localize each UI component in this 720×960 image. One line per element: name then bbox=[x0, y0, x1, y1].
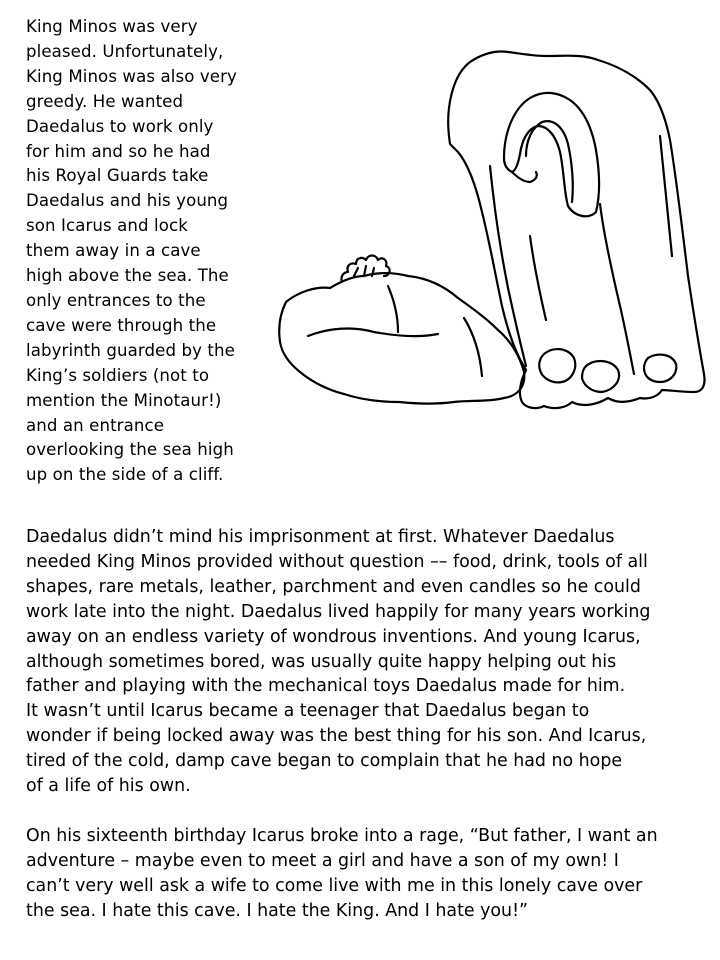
intro-line: for him and so he had bbox=[26, 141, 211, 161]
intro-line: cave were through the bbox=[26, 315, 217, 335]
body-line: tired of the cold, damp cave began to complain that he had no hope bbox=[26, 751, 623, 772]
rock-crease bbox=[388, 286, 398, 332]
imprisonment-paragraph bbox=[26, 525, 716, 799]
intro-line: Daedalus and his young bbox=[26, 191, 229, 211]
body-line: Daedalus didn’t mind his imprisonment at first. Whatever Daedalus bbox=[26, 527, 615, 547]
base-stone bbox=[644, 355, 676, 382]
cliff-cave-icon bbox=[268, 36, 718, 426]
intro-line: Daedalus to work only bbox=[26, 116, 214, 136]
base-stone bbox=[539, 349, 575, 382]
intro-line: overlooking the sea high bbox=[26, 440, 234, 460]
intro-line: and an entrance bbox=[26, 415, 165, 435]
cave-arch bbox=[504, 93, 599, 216]
intro-line: King Minos was also very bbox=[26, 66, 237, 86]
foreground-rock bbox=[279, 273, 524, 404]
intro-line: his Royal Guards take bbox=[26, 166, 209, 186]
intro-line: greedy. He wanted bbox=[26, 91, 184, 111]
closing-line: can’t very well ask a wife to come live with me in this lonely cave over bbox=[26, 875, 643, 896]
crevice bbox=[490, 166, 526, 366]
intro-line: them away in a cave bbox=[26, 241, 201, 261]
body-line: away on an endless variety of wondrous inventions. And young Icarus, bbox=[26, 626, 641, 647]
closing-line: adventure – maybe even to meet a girl and have a son of my own! I bbox=[26, 850, 619, 871]
crevice bbox=[600, 204, 634, 374]
body-line: It wasn’t until Icarus became a teenager that Daedalus began to bbox=[26, 701, 590, 722]
rock-crease bbox=[308, 329, 438, 337]
intro-line: King’s soldiers (not to bbox=[26, 365, 210, 385]
crevice bbox=[530, 236, 546, 320]
intro-line: only entrances to the bbox=[26, 290, 206, 310]
body-line: of a life of his own. bbox=[26, 776, 191, 797]
body-line: shapes, rare metals, leather, parchment and even candles so he could bbox=[26, 576, 641, 597]
closing-line: On his sixteenth birthday Icarus broke into a rage, “But father, I want an bbox=[26, 825, 658, 846]
base-stone bbox=[582, 361, 619, 392]
body-line: work late into the night. Daedalus lived happily for many years working bbox=[26, 601, 651, 622]
intro-line: up on the side of a cliff. bbox=[26, 465, 224, 485]
intro-line: labyrinth guarded by the bbox=[26, 340, 235, 360]
intro-line: mention the Minotaur!) bbox=[26, 390, 222, 410]
cave-ledge bbox=[512, 172, 537, 182]
intro-line: son Icarus and lock bbox=[26, 216, 188, 236]
body-line: needed King Minos provided without question –– food, drink, tools of all bbox=[26, 551, 648, 572]
body-line: father and playing with the mechanical toys Daedalus made for him. bbox=[26, 676, 626, 697]
crevice bbox=[660, 136, 672, 256]
intro-paragraph bbox=[26, 15, 271, 488]
birthday-paragraph bbox=[26, 824, 716, 924]
body-line: although sometimes bored, was usually quite happy helping out his bbox=[26, 651, 617, 672]
rock-crease bbox=[464, 318, 482, 376]
body-line: wonder if being locked away was the best thing for his son. And Icarus, bbox=[26, 726, 647, 747]
intro-line: pleased. Unfortunately, bbox=[26, 41, 224, 61]
cliff-cave-illustration bbox=[268, 36, 718, 426]
closing-line: the sea. I hate this cave. I hate the King. And I hate you!” bbox=[26, 900, 529, 921]
intro-line: King Minos was very bbox=[26, 17, 198, 36]
story-body bbox=[26, 525, 716, 923]
intro-line: high above the sea. The bbox=[26, 266, 229, 286]
